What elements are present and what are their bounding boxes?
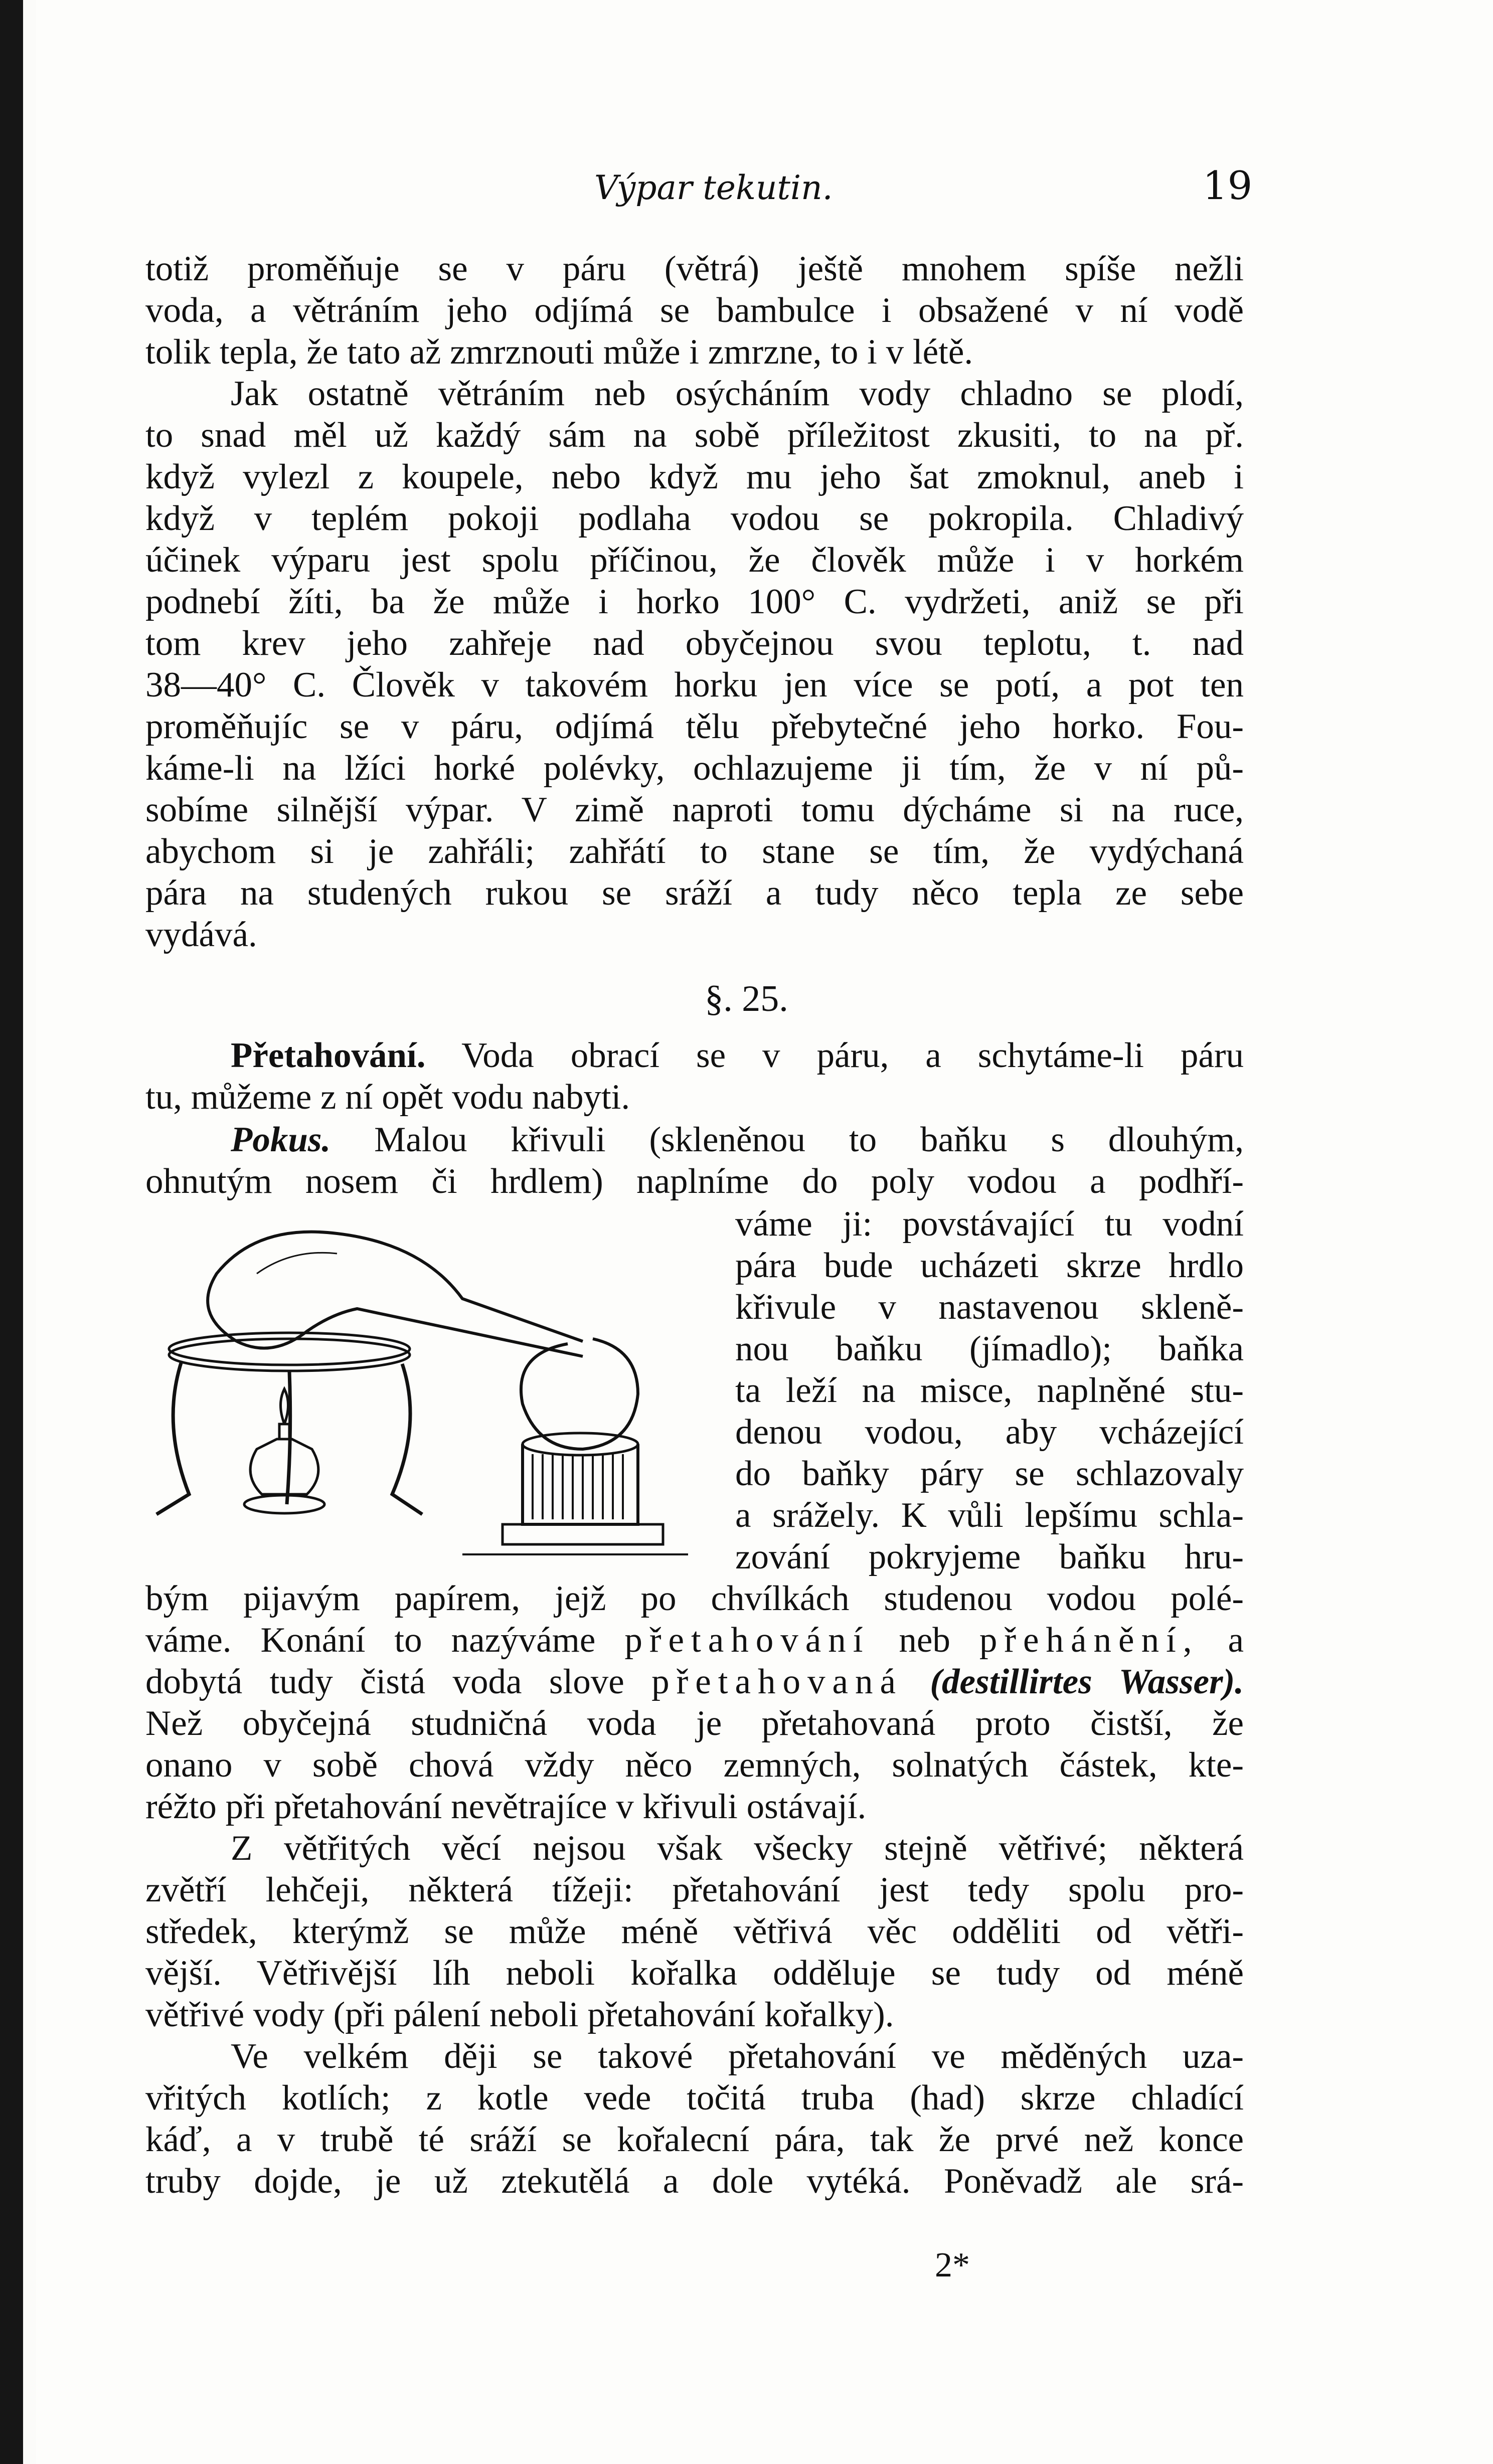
text-line [145, 1035, 1244, 1077]
flame [281, 1389, 288, 1424]
term-german: (destillirtes Wasser). [930, 1662, 1244, 1701]
spirit-lamp-neck [279, 1424, 289, 1439]
text-line: tolik tepla, že tato až zmrznouti může i zmrzne, to i v létě. [145, 332, 973, 372]
paragraph-2 [145, 373, 1244, 956]
term-spaced: přetahovaná [651, 1662, 903, 1701]
text-line: zvětří lehčeji, některá tížeji: přetahování jest tedy spolu pro- [145, 1870, 1244, 1909]
text-line: ohnutým nosem či hrdlem) naplníme do poly vodou a podhří- [145, 1162, 1244, 1201]
text-line: účinek výparu jest spolu příčinou, že člověk může i v horkém [145, 541, 1244, 580]
text-line: větřivé vody (při pálení neboli přetahování kořalky). [145, 1995, 894, 2034]
text-line: Než obyčejná studničná voda je přetahovaná proto čistší, že [145, 1704, 1244, 1743]
text-line: onano v sobě chová vždy něco zemných, solnatých částek, kte- [145, 1745, 1244, 1785]
text-run: Voda obrací se v páru, a schytáme-li páru [461, 1036, 1244, 1075]
text-line: denou vodou, aby vcházející [735, 1413, 1244, 1452]
text-run: Malou křivuli (skleněnou to baňku s dlouhým, [374, 1120, 1244, 1159]
text-line: vydává. [145, 915, 257, 954]
text-line: když vylezl z koupele, nebo když mu jeho šat zmoknul, aneb i [145, 457, 1244, 496]
text-line: proměňujíc se v páru, odjímá tělu přebytečné jeho horko. Fou- [145, 707, 1244, 746]
paragraph-4-wrapped [735, 1203, 1244, 1578]
text-line: abychom si je zahřáli; zahřátí to stane se tím, že vydýchaná [145, 832, 1244, 871]
signature-mark: 2* [935, 2246, 970, 2284]
text-line [145, 1661, 1244, 1703]
stand-leg-left [156, 1361, 189, 1514]
running-title: Výpar tekutin. [594, 168, 833, 207]
gutter [23, 0, 36, 2464]
paragraph-4-top [145, 1119, 1244, 1202]
book-spine-shadow [0, 0, 23, 2464]
page-header [0, 163, 1493, 224]
paragraph-1 [145, 248, 1244, 373]
text-line: pára na studených rukou se sráží a tudy něco tepla ze sebe [145, 873, 1244, 913]
text-line: tu, můžeme z ní opět vodu nabyti. [145, 1078, 630, 1117]
experiment-label: Pokus. [231, 1120, 331, 1159]
text-line: pára bude ucházeti skrze hrdlo [735, 1246, 1244, 1285]
paragraph-6 [145, 2036, 1244, 2202]
spirit-lamp-body [250, 1439, 318, 1494]
text-line: káď, a v trubě té sráží se kořalecní pára, tak že prvé než konce [145, 2120, 1244, 2159]
text-line: Jak ostatně větráním neb osýcháním vody chladno se plodí, [231, 374, 1244, 413]
text-line: a srážely. K vůli lepšímu schla- [735, 1496, 1244, 1535]
text-line: bým pijavým papírem, jejž po chvílkách studenou vodou polé- [145, 1579, 1244, 1618]
text-line: váme ji: povstávající tu vodní [735, 1204, 1244, 1244]
paragraph-3 [145, 1035, 1244, 1118]
text-line: středek, kterýmž se může méně větřivá věc odděliti od větři- [145, 1912, 1244, 1951]
text-line: totiž proměňuje se v páru (větrá) ještě mnohem spíše nežli [145, 249, 1244, 288]
text-line: Ve velkém ději se takové přetahování ve měděných uza- [231, 2037, 1244, 2076]
text-line [145, 1119, 1244, 1161]
basin-plinth [503, 1524, 663, 1544]
text-run: neb [899, 1621, 950, 1660]
text-line: tom krev jeho zahřeje nad obyčejnou svou teplotu, t. nad [145, 624, 1244, 663]
term-spaced: přetahování [624, 1621, 870, 1660]
term-spaced: přehánění, [979, 1621, 1199, 1660]
text-run: váme. Konání to nazýváme [145, 1621, 596, 1660]
paragraph-5 [145, 1828, 1244, 2036]
text-line: křivule v nastavenou skleně- [735, 1288, 1244, 1327]
text-line: voda, a větráním jeho odjímá se bambulce i obsažené v ní vodě [145, 291, 1244, 330]
text-line: vřitých kotlích; z kotle vede točitá truba (had) skrze chladící [145, 2078, 1244, 2118]
text-run: dobytá tudy čistá voda slove [145, 1662, 624, 1701]
text-line: podnebí žíti, ba že může i horko 100° C. vydržeti, aniž se při [145, 582, 1244, 621]
text-line: ta leží na misce, naplněné stu- [735, 1371, 1244, 1410]
text-line: 38—40° C. Člověk v takovém horku jen více se potí, a pot ten [145, 665, 1244, 705]
retort-bulb [208, 1232, 583, 1341]
text-line: zování pokryjeme baňku hru- [735, 1537, 1244, 1576]
distillation-apparatus-icon [141, 1213, 693, 1579]
paragraph-4-bottom [145, 1578, 1244, 1828]
retort-highlight [257, 1253, 337, 1274]
text-line: réžto při přetahování nevětrajíce v křivuli ostávají. [145, 1787, 867, 1826]
text-line: káme-li na lžíci horké polévky, ochlazujeme ji tím, že v ní pů- [145, 749, 1244, 788]
page-number: 19 [1203, 163, 1253, 209]
text-run: a [1228, 1621, 1244, 1660]
text-line: to snad měl už každý sám na sobě příležitost zkusiti, to na př. [145, 416, 1244, 455]
text-line: když v teplém pokoji podlaha vodou se pokropila. Chladivý [145, 499, 1244, 538]
text-line: sobíme silnější výpar. V zimě naproti tomu dýcháme si na ruce, [145, 790, 1244, 829]
section-number: §. 25. [705, 978, 788, 1019]
spirit-lamp-base [244, 1495, 324, 1513]
text-line [145, 1620, 1244, 1661]
text-line: nou baňku (jímadlo); baňka [735, 1329, 1244, 1368]
basin-hatching [533, 1454, 623, 1519]
basin-rim [523, 1433, 638, 1455]
text-line: vější. Větřivější líh neboli kořalka odděluje se tudy od méně [145, 1954, 1244, 1993]
text-line: do baňky páry se schlazovaly [735, 1454, 1244, 1493]
text-line: truby dojde, je už ztekutělá a dole vytéká. Poněvadž ale srá- [145, 2162, 1244, 2201]
heading-term: Přetahování. [231, 1036, 426, 1075]
text-line: Z větřitých věcí nejsou však všecky stejně větřivé; některá [231, 1829, 1244, 1868]
distillation-apparatus-figure [141, 1213, 693, 1579]
stand-leg-right [392, 1364, 422, 1514]
